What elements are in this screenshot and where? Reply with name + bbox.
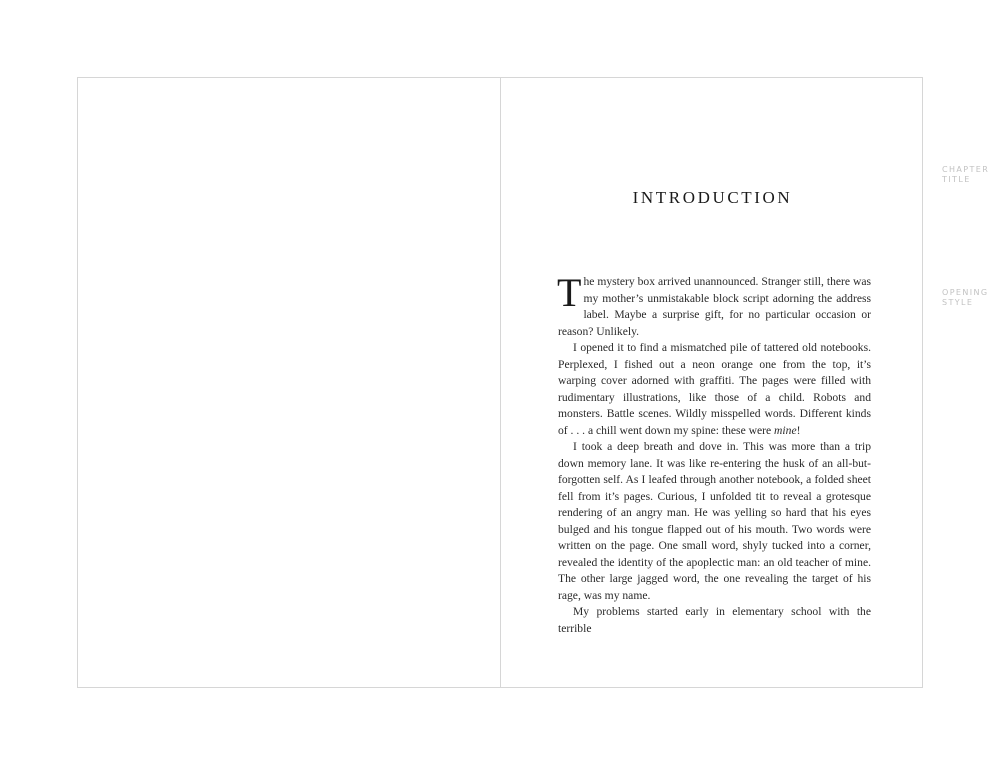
paragraph-continues: My problems started early in elementary school with the terrible [558, 605, 871, 635]
paragraph-opening [557, 270, 871, 340]
right-page [501, 78, 924, 687]
left-page-blank [78, 78, 501, 687]
chapter-title: INTRODUCTION [632, 188, 793, 207]
paragraph-opening-text: he mystery box arrived unannounced. Stranger still, there was my mother’s unmistakable block script adorning the address label. Maybe a surprise gift, for no particular occasion or reason? Unlikely. [558, 275, 871, 338]
paragraph-text: I opened it to find a mismatched pile of tattered old notebooks. Perplexed, I fished out a neon orange one from the top, it’s warping cover adorned with graffiti. The pages were filled with rudimentary illustrations, like those of a child. Robots and monsters. Battle scenes. Wildly misspelled words. Different kinds of . . . a chill went down my spine: these were [558, 341, 871, 437]
annotation-line: CHAPTER [942, 165, 990, 174]
book-spread [77, 77, 923, 688]
chapter-title-annotation [942, 165, 998, 185]
body-text [557, 270, 871, 637]
annotation-line: TITLE [942, 175, 971, 184]
paragraph [558, 340, 871, 439]
annotation-line: STYLE [942, 298, 974, 307]
paragraph-text: ! [796, 423, 801, 437]
drop-cap: T [557, 270, 582, 315]
emphasis-text: mine [774, 423, 797, 437]
annotation-line: OPENING [942, 288, 989, 297]
opening-style-annotation [942, 288, 998, 308]
paragraph: I took a deep breath and dove in. This was more than a trip down memory lane. It was like re-entering the husk of an all-but-forgotten self. As I leafed through another notebook, a folded sheet fell from it’s pages. Curious, I unfolded tit to reveal a grotesque rendering of an angry man. He was yelling so hard that his eyes bulged and his tongue flapped out of his mouth. Two words were written on the page. One small word, shyly tucked into a corner, revealed the identity of the apoplectic man: an old teacher of mine. The other large jagged word, the one revealing the target of his rage, was my name. [558, 440, 871, 602]
